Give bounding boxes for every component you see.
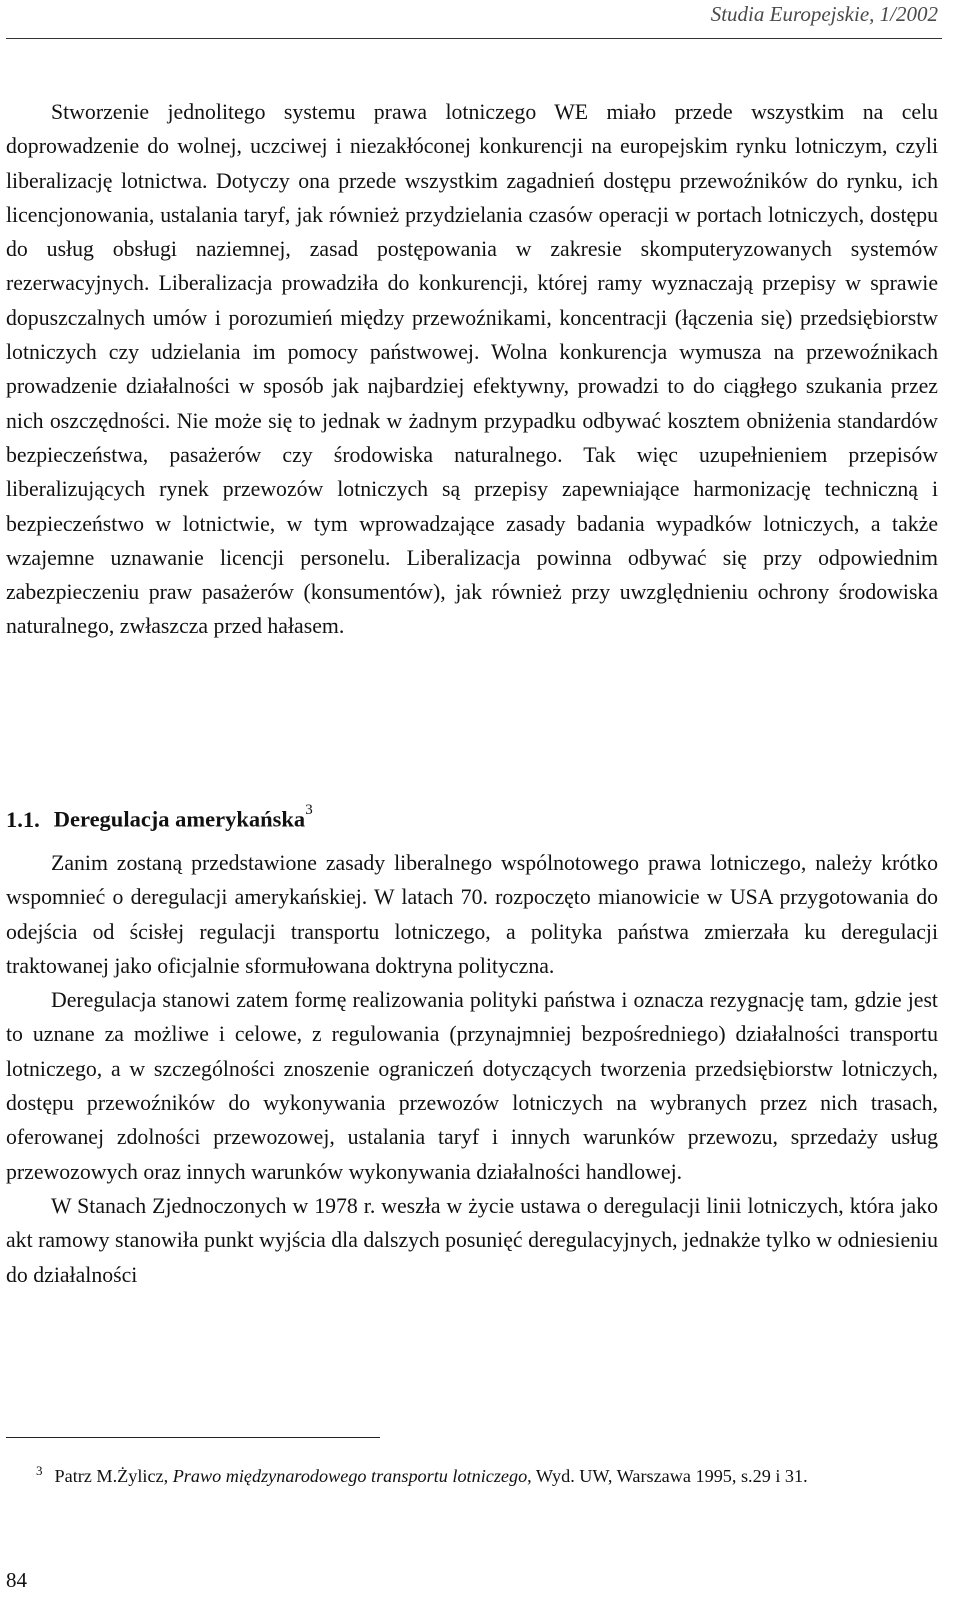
paragraph: Deregulacja stanowi zatem formę realizowania polityki państwa i oznacza rezygnację tam, gdzie jest to uznane za możliwe i celowe, z regulowania (przynajmniej bezpośredniego) działalności transportu lotniczego, a w szczególności znoszenie ograniczeń dotyczących tworzenia przedsiębiorstw lotniczych, dostępu przewoźników do wykonywania przewozów lotniczych na wybranych przez nich trasach, oferowanej zdolności przewozowej, ustalania taryf i innych warunków przewozu, sprzedaży usług przewozowych oraz innych warunków wykonywania działalności handlowej.: [6, 988, 938, 1184]
footnote-reference: 3: [305, 802, 313, 818]
intro-text: [6, 95, 938, 644]
footnote: [6, 1455, 938, 1492]
footnote-text-before: Patrz M.Żylicz,: [54, 1466, 173, 1487]
footnote-text-after: , Wyd. UW, Warszawa 1995, s.29 i 31.: [527, 1466, 808, 1487]
section-body: [6, 846, 938, 1292]
paragraph: Zanim zostaną przedstawione zasady liberalnego wspólnotowego prawa lotniczego, należy krótko wspomnieć o deregulacji amerykańskiej. W latach 70. rozpoczęto mianowicie w USA przygotowania do odejścia od ścisłej regulacji transportu lotniczego, a polityka państwa zmierzała ku deregulacji traktowanej jako oficjalnie sformułowana doktryna polityczna.: [6, 851, 938, 978]
section-title: Deregulacja amerykańska: [53, 806, 306, 832]
page-number: 84: [6, 1568, 27, 1592]
running-head: Studia Europejskie, 1/2002: [710, 2, 938, 26]
footnote-rule: [6, 1437, 380, 1438]
paragraph: Stworzenie jednolitego systemu prawa lotniczego WE miało przede wszystkim na celu doprowadzenie do wolnej, uczciwej i niezakłóconej konkurencji na europejskim rynku lotniczym, czyli liberalizację lotnictwa. Dotyczy ona przede wszystkim zagadnień dostępu przewoźników do rynku, ich licencjonowania, ustalania taryf, jak również przydzielania czasów operacji w portach lotniczych, dostępu do usług obsługi naziemnej, zasad postępowania w zakresie skomputeryzowanych systemów rezerwacyjnych. Liberalizacja prowadziła do konkurencji, której ramy wyznaczają przepisy w sprawie dopuszczalnych umów i porozumień między przewoźnikami, koncentracji (łączenia się) przedsiębiorstw lotniczych czy udzielania im pomocy państwowej. Wolna konkurencja wymusza na przewoźnikach prowadzenie działalności w sposób jak najbardziej efektywny, prowadzi to do ciągłego szukania przez nich oszczędności. Nie może się to jednak w żadnym przypadku odbywać kosztem obniżenia standardów bezpieczeństwa, pasażerów czy środowiska naturalnego. Tak więc uzupełnieniem przepisów liberalizujących rynek przewozów lotniczych są przepisy zapewniające harmonizację techniczną i bezpieczeństwo w lotnictwie, w tym wprowadzające zasady badania wypadków lotniczych, a także wzajemne uznawanie licencji personelu. Liberalizacja powinna odbywać się przy odpowiednim zabezpieczeniu praw pasażerów (konsumentów), jak również przy uwzględnieniu ochrony środowiska naturalnego, zwłaszcza przed hałasem.: [6, 100, 938, 639]
footnote-book-title: Prawo międzynarodowego transportu lotniczego: [172, 1466, 528, 1487]
footnote-mark: 3: [36, 1463, 43, 1478]
section-heading: [6, 797, 313, 837]
section-number: 1.1.: [6, 806, 40, 832]
paragraph: W Stanach Zjednoczonych w 1978 r. weszła w życie ustawa o deregulacji linii lotniczych, która jako akt ramowy stanowiła punkt wyjścia dla dalszych posunięć deregulacyjnych, jednakże tylko w odniesieniu do działalności: [6, 1193, 938, 1287]
header-rule: [6, 38, 942, 39]
